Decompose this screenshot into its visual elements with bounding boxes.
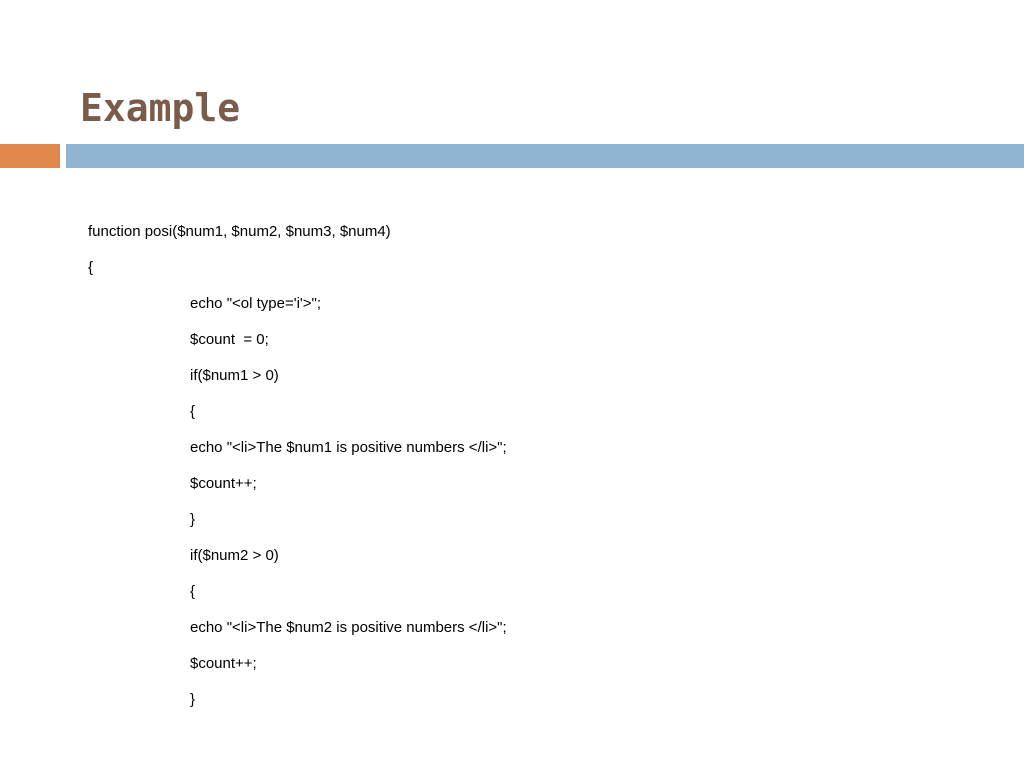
code-line: echo "<li>The $num1 is positive numbers </li>"; (190, 439, 507, 456)
code-line: { (190, 583, 196, 600)
code-line: echo "<li>The $num2 is positive numbers </li>"; (190, 619, 507, 636)
code-line: function posi($num1, $num2, $num3, $num4) (88, 223, 391, 240)
code-line: if($num1 > 0) (190, 367, 279, 384)
code-line: { (190, 403, 196, 420)
code-line: if($num2 > 0) (190, 547, 279, 564)
code-line: $count++; (190, 655, 257, 672)
code-line: $count = 0; (190, 331, 269, 348)
code-line: { (88, 259, 94, 276)
title-accent-bar (0, 144, 60, 168)
code-line: echo "<ol type='i'>"; (190, 295, 322, 312)
slide-title: Example (80, 86, 241, 130)
code-line: } (190, 691, 196, 708)
code-line: } (190, 511, 196, 528)
code-line: $count++; (190, 475, 257, 492)
code-block (88, 214, 1008, 718)
title-divider-bar (66, 144, 1024, 168)
